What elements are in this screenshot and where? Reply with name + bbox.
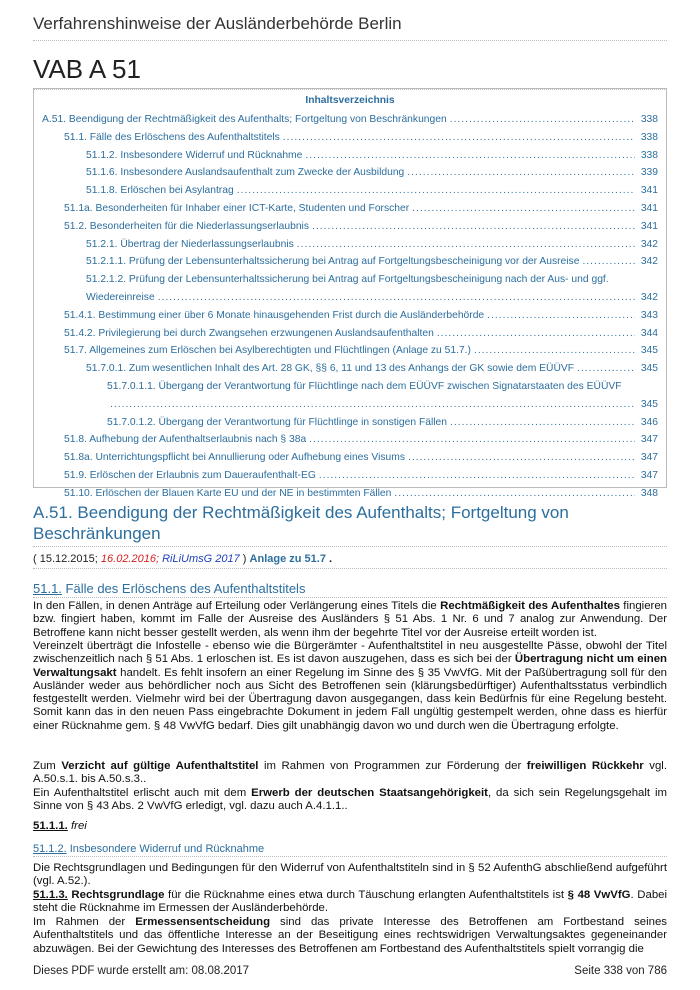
para-number[interactable]: 51.1.3. [33,889,68,901]
text-run: Ein Aufenthaltstitel erlischt auch mit dem [33,787,252,799]
subsection-51-1-2 [33,843,667,857]
text-run: fingieren bzw. fingiert haben, kommt im Falle der Ausreise des Ausländers § 51 Abs. 1 Nr. 6 und 7 analog zur Anwendung. Der Betroffene kann nicht besser gestellt werden, als wenn ihm der begehrte Titel vor der Ausreise erteilt worden ist. [33,600,668,639]
toc-entry[interactable] [64,218,658,235]
bold-phrase: Übertragung nicht um einen Verwaltungsakt [33,653,668,679]
toc-entry-text: Wiedereinreise [86,292,155,303]
bold-phrase: Ermessensentscheidung [135,916,271,928]
bold-phrase: freiwilligen Rückkehr [526,760,644,772]
toc-leader-dots [450,111,635,128]
toc-entry-text: 51.7.0.1. Zum wesentlichen Inhalt des Art. 28 GK, §§ 6, 11 und 13 des Anhangs der GK sowie dem EÜÜVF [86,363,575,375]
toc-leader-dots [110,396,635,413]
subsection-title: Insbesondere Widerruf und Rücknahme [66,843,265,855]
toc-page-number: 338 [640,131,658,143]
table-of-contents [33,88,667,499]
toc-entry[interactable] [64,342,658,359]
toc-leader-dots [450,414,635,431]
toc-entry[interactable] [86,182,658,199]
paragraph-2 [33,640,667,733]
toc-leader-dots [577,360,635,377]
toc-page-number: 341 [640,185,658,197]
toc-leader-dots [309,431,635,448]
meta-date-link[interactable]: 16.02.2016; [100,553,160,565]
toc-page-number: 339 [640,167,658,179]
toc-entry-text: 51.7. Allgemeines zum Erlöschen bei Asylberechtigten und Flüchtlingen (Anlage zu 51.7.) [64,345,471,357]
toc-entry-text: 51.7.0.1.1. Übergang der Verantwortung für Flüchtlinge nach dem EÜÜVF zwischen Signatarstaaten des EÜÜVF [107,381,622,392]
text-run: vgl. A.50.s.1. bis A.50.s.3.. [33,760,667,786]
footer-page: Seite 338 von 786 [574,965,667,977]
toc-page-number: 346 [640,416,658,428]
toc-entry[interactable] [86,164,658,181]
toc-entry-text: 51.1.2. Insbesondere Widerruf und Rücknahme [86,149,303,161]
bold-phrase: Rechtsgrundlage [67,889,165,901]
toc-page-number: 341 [640,203,658,214]
toc-leader-dots [312,218,635,235]
toc-entry[interactable] [107,396,658,413]
toc-page-number: 343 [640,309,658,321]
paragraph-51-1-1 [33,820,667,833]
para-number[interactable]: 51.1.1. [33,820,68,832]
toc-entry[interactable] [107,378,658,395]
toc-entry-text: 51.2.1. Übertrag der Niederlassungserlaubnis [86,238,294,250]
paragraph-3 [33,760,667,787]
footer-created: Dieses PDF wurde erstellt am: 08.08.2017 [33,965,250,977]
bold-phrase: Erwerb der deutschen Staatsangehörigkeit [251,787,488,799]
toc-entry[interactable] [86,360,658,377]
toc-entry-text: 51.9. Erlöschen der Erlaubnis zum Daueraufenthalt-EG [64,470,316,481]
toc-entry[interactable] [86,289,658,306]
para-text: frei [67,820,87,832]
bold-phrase: Verzicht auf gültige Aufenthaltstitel [61,760,259,772]
toc-page-number: 347 [640,470,658,481]
toc-entry[interactable] [86,271,658,288]
toc-page-number: 342 [640,256,658,268]
toc-leader-dots [437,325,635,342]
toc-entry-text: 51.1a. Besonderheiten für Inhaber einer ICT-Karte, Studenten und Forscher [64,203,410,214]
toc-leader-dots [408,449,635,466]
text-run: , da sich sein Regelungsgehalt im Sinne von § 43 Abs. 2 VwVfG erledigt, vgl. dazu auch A.4.1.1.. [33,787,667,813]
toc-entry-text: 51.4.1. Bestimmung einer über 6 Monate hinausgehenden Frist durch die Ausländerbehörde [64,309,485,321]
toc-entry[interactable] [107,414,658,431]
toc-entry[interactable] [64,307,658,324]
toc-entry[interactable] [42,111,658,128]
toc-entry[interactable] [86,253,658,270]
paragraph-8 [33,916,667,956]
meta-dot: . [329,553,333,565]
toc-leader-dots [474,342,635,359]
text-run: Im Rahmen der [33,916,136,928]
toc-entry-text: 51.2.1.2. Prüfung der Lebensunterhaltssicherung bei Antrag auf Fortgeltungsbescheinigung nach der Aus- und ggf. [86,274,609,286]
text-run: Zum [33,760,62,772]
text-run: sind das private Interesse des Betroffenen am Fortbestand seines Aufenthaltstitels und das öffentliche Interesse an der Beseitigung eines rechtswidrigen Verwaltungsaktes gegeneinander abzuwägen. Bei der Gewichtung des Interesses des Betroffenen am Fortbestand des Aufenthaltstitels spielt vorrangig die [33,916,668,955]
toc-leader-dots [394,485,635,502]
toc-entry-text: 51.2.1.1. Prüfung der Lebensunterhaltssicherung bei Antrag auf Fortgeltungsbescheinigung vor der Ausreise [86,256,580,268]
text-run: . Dabei steht die Rücknahme im Ermessen der Ausländerbehörde. [33,889,668,915]
toc-page-number: 338 [640,114,658,125]
text-run: Vereinzelt überträgt die Infostelle - ebenso wie die Bürgerämter - Aufenthaltstitel in neu ausgestellte Pässe, obwohl der Titel zwischenzeitlich nach § 51 Abs. 1 erloschen ist. Es ist davon auszugehen, dass es sich bei der [33,640,667,666]
meta-open: ( 15.12.2015; [33,553,98,565]
toc-leader-dots [487,307,635,324]
text-run: im Rahmen von Programmen zur Förderung der [258,760,527,772]
document-title: VAB A 51 [33,54,667,90]
toc-entry[interactable] [64,449,658,466]
toc-entry-text: 51.1.6. Insbesondere Auslandsaufenthalt zum Zwecke der Ausbildung [86,167,405,179]
toc-page-number: 338 [640,149,658,161]
toc-entry[interactable] [64,431,658,448]
revision-meta [33,553,667,569]
anlage-link[interactable]: Anlage zu 51.7 [249,553,326,565]
text-run: handelt. Es fehlt insofern an einer Regelung im Sinne des § 35 VwVfG. Mit der Paßübertragung soll für den Ausländer weder aus behördlicher noch aus Sicht des Betroffenen sein (klärungsbedürftiger) Aufenthaltsstatus verbindlich festgestellt werden. Vielmehr wird bei der Übertragung davon ausgegangen, dass kein Bedürfnis für eine Regelung besteht. Somit kann das in den neuen Pass eingebrachte Dokument in jedem Fall ungültig gestempelt werden, ohne dass es hierfür einer Rücknahme gem. § 48 VwVfG bedarf. Dies gilt unabhängig davon wo und durch wen die Übertragung erfolgte. [33,666,667,732]
bold-phrase: Rechtmäßigkeit des Aufenthaltes [440,600,620,612]
toc-page-number: 341 [640,220,658,232]
toc-entry-text: 51.2. Besonderheiten für die Niederlassungserlaubnis [64,220,309,232]
toc-page-number: 345 [640,398,658,410]
toc-leader-dots [582,253,635,270]
toc-entry-text: A.51. Beendigung der Rechtmäßigkeit des Aufenthalts; Fortgeltung von Beschränkungen [42,114,447,125]
toc-entry-text: 51.8. Aufhebung der Aufenthaltserlaubnis nach § 38a [64,434,307,446]
toc-page-number: 347 [640,434,658,446]
toc-page-number: 345 [640,363,658,375]
running-header: Verfahrenshinweise der Ausländerbehörde Berlin [33,14,667,41]
toc-entry[interactable] [64,129,658,146]
paragraph-6: Die Rechtsgrundlagen und Bedingungen für den Widerruf von Aufenthaltstiteln sind in § 52 AufenthG abschließend aufgeführt (vgl. A.52.). [33,862,667,888]
toc-title: Inhaltsverzeichnis [305,95,395,106]
toc-leader-dots [283,129,635,146]
toc-entry-text: 51.7.0.1.2. Übergang der Verantwortung für Flüchtlinge in sonstigen Fällen [107,416,448,428]
text-run: für die Rücknahme eines etwa durch Täuschung erlangten Aufenthaltstitels ist [164,889,568,901]
meta-rilium-link[interactable]: RiLiUmsG 2017 [162,553,240,565]
meta-close: ) [242,553,247,565]
toc-page-number: 342 [640,292,658,303]
bold-phrase: § 48 VwVfG [567,889,631,901]
toc-entry-text: 51.10. Erlöschen der Blauen Karte EU und der NE in bestimmten Fällen [64,487,392,499]
toc-entry[interactable] [86,236,658,253]
toc-leader-dots [305,147,635,164]
toc-entry[interactable] [64,325,658,342]
subsection-51-1 [33,581,667,598]
toc-entry-text: 51.4.2. Privilegierung bei durch Zwangsehen erzwungenen Auslandsaufenthalten [64,327,434,339]
toc-page-number: 347 [640,452,658,464]
toc-page-number: 348 [640,487,658,499]
toc-leader-dots [237,182,635,199]
paragraph-4 [33,787,667,814]
toc-page-number: 344 [640,327,658,339]
paragraph-1 [33,600,667,640]
toc-entry[interactable] [64,485,658,502]
subsection-number[interactable]: 51.1. [33,581,62,596]
paragraph-7 [33,889,667,916]
toc-leader-dots [158,289,635,306]
subsection-title: Fälle des Erlöschens des Aufenthaltstitels [61,581,306,596]
toc-leader-dots [319,467,635,484]
toc-entry[interactable] [64,467,658,484]
toc-entry-text: 51.1.8. Erlöschen bei Asylantrag [86,185,234,197]
toc-leader-dots [407,164,635,181]
section-title: A.51. Beendigung der Rechtmäßigkeit des Aufenthalts; Fortgeltung von Beschränkungen [33,502,667,547]
toc-leader-dots [412,200,635,217]
toc-page-number: 345 [640,345,658,357]
subsection-number[interactable]: 51.1.2. [33,843,67,855]
toc-leader-dots [297,236,635,253]
text-run: In den Fällen, in denen Anträge auf Erteilung oder Verlängerung eines Titels die [33,600,441,612]
toc-page-number: 342 [640,238,658,250]
toc-entry[interactable] [86,147,658,164]
toc-entry[interactable] [64,200,658,217]
toc-entry-text: 51.1. Fälle des Erlöschens des Aufenthaltstitels [64,131,280,143]
toc-entry-text: 51.8a. Unterrichtungspflicht bei Annullierung oder Aufhebung eines Visums [64,452,405,464]
